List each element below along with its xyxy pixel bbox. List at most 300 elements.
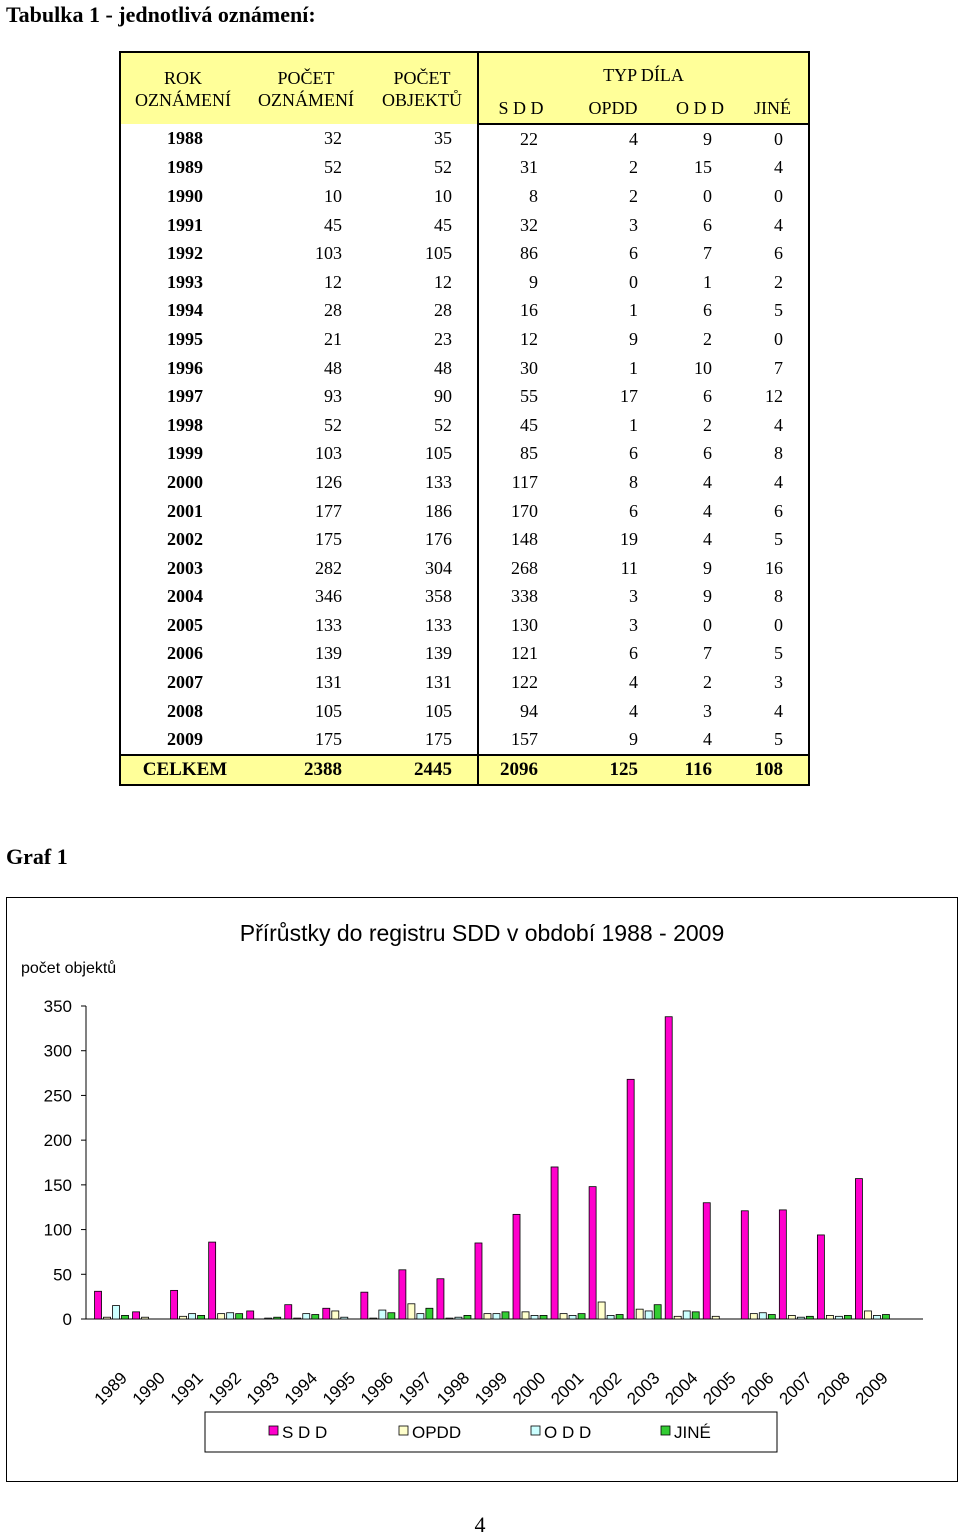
value-cell: 3 [629, 586, 638, 607]
value-cell: 268 [478, 554, 563, 583]
value-cell: 5 [774, 300, 783, 321]
year-cell: 1995 [167, 328, 203, 349]
year-cell: 2000 [167, 471, 203, 492]
value-cell: 8 [774, 443, 783, 464]
x-tick-label: 2005 [699, 1368, 740, 1409]
value-cell: 6 [703, 214, 712, 235]
table-row [120, 411, 809, 440]
bar-odd [455, 1317, 462, 1319]
table-row [120, 697, 809, 726]
value-cell: 175 [425, 729, 452, 750]
year-cell: 2002 [167, 529, 203, 550]
header-typ-dila: TYP DÍLA [478, 52, 809, 93]
table-row [120, 297, 809, 326]
table-body [120, 124, 809, 785]
value-cell: 8 [478, 182, 563, 211]
value-cell: 6 [703, 300, 712, 321]
year-cell: 2005 [167, 614, 203, 635]
value-cell: 2 [703, 328, 712, 349]
value-cell: 157 [478, 725, 563, 755]
value-cell: 45 [478, 411, 563, 440]
chart-plot [7, 898, 957, 1481]
value-cell: 346 [315, 586, 342, 607]
bar-jiné [768, 1315, 775, 1319]
y-tick-label: 200 [43, 1131, 72, 1151]
value-cell: 5 [774, 729, 783, 750]
value-cell: 2 [629, 185, 638, 206]
year-cell: 2003 [167, 557, 203, 578]
value-cell: 10 [434, 185, 452, 206]
legend-swatch [531, 1426, 540, 1435]
x-tick-label: 2001 [547, 1368, 588, 1409]
table-row [120, 440, 809, 469]
bar-sdd [627, 1079, 634, 1319]
value-cell: 139 [315, 643, 342, 664]
year-cell: 1998 [167, 414, 203, 435]
value-cell: 4 [629, 672, 638, 693]
value-cell: 0 [774, 614, 783, 635]
bar-opdd [332, 1311, 339, 1319]
value-cell: 9 [703, 586, 712, 607]
value-cell: 3 [703, 700, 712, 721]
value-cell: 6 [629, 643, 638, 664]
year-cell: 1989 [167, 157, 203, 178]
value-cell: 103 [315, 243, 342, 264]
bar-odd [341, 1317, 348, 1319]
table-row [120, 154, 809, 183]
bar-sdd [551, 1167, 558, 1319]
header-opdd: OPDD [563, 93, 663, 124]
table-row [120, 124, 809, 154]
value-cell: 8 [774, 586, 783, 607]
year-cell: 1992 [167, 243, 203, 264]
chart-title: Přírůstky do registru SDD v období 1988 - 2009 [239, 920, 725, 946]
bar-jiné [806, 1316, 813, 1319]
bar-jiné [616, 1315, 623, 1319]
total-value-cell: 125 [563, 755, 663, 785]
x-tick-label: 1991 [166, 1368, 207, 1409]
y-tick-label: 300 [43, 1041, 72, 1061]
legend-label: O D D [544, 1423, 592, 1442]
bar-odd [493, 1314, 500, 1319]
header-pocet-oznameni-line1: POČET [277, 67, 335, 88]
bar-opdd [370, 1318, 377, 1319]
bar-jiné [236, 1314, 243, 1319]
value-cell: 52 [434, 157, 452, 178]
x-tick-label: 1990 [128, 1368, 169, 1409]
value-cell: 6 [629, 443, 638, 464]
value-cell: 5 [774, 529, 783, 550]
value-cell: 3 [629, 614, 638, 635]
value-cell: 175 [315, 729, 342, 750]
value-cell: 175 [315, 529, 342, 550]
bar-jiné [426, 1308, 433, 1319]
chart-frame [6, 897, 958, 1482]
value-cell: 177 [315, 500, 342, 521]
value-cell: 52 [324, 414, 342, 435]
value-cell: 21 [324, 328, 342, 349]
value-cell: 6 [774, 500, 783, 521]
bar-sdd [437, 1279, 444, 1319]
year-cell: 2008 [167, 700, 203, 721]
total-value-cell: 108 [737, 755, 809, 785]
value-cell: 9 [629, 328, 638, 349]
value-cell: 48 [324, 357, 342, 378]
value-cell: 9 [478, 268, 563, 297]
header-jine: JINÉ [737, 93, 809, 124]
y-tick-label: 50 [53, 1265, 72, 1285]
value-cell: 23 [434, 328, 452, 349]
value-cell: 0 [774, 185, 783, 206]
value-cell: 105 [315, 700, 342, 721]
bar-opdd [294, 1318, 301, 1319]
value-cell: 6 [629, 500, 638, 521]
year-cell: 2001 [167, 500, 203, 521]
bar-opdd [522, 1312, 529, 1319]
value-cell: 7 [774, 357, 783, 378]
total-label-cell: CELKEM [120, 755, 245, 785]
value-cell: 12 [324, 271, 342, 292]
bar-jiné [692, 1312, 699, 1319]
value-cell: 9 [629, 729, 638, 750]
bar-sdd [247, 1311, 254, 1319]
value-cell: 4 [774, 700, 783, 721]
value-cell: 4 [629, 700, 638, 721]
value-cell: 4 [774, 157, 783, 178]
x-tick-label: 1994 [280, 1368, 322, 1409]
value-cell: 133 [425, 471, 452, 492]
bar-odd [873, 1315, 880, 1319]
value-cell: 130 [478, 611, 563, 640]
value-cell: 52 [324, 157, 342, 178]
bar-odd [759, 1313, 766, 1319]
value-cell: 304 [425, 557, 452, 578]
header-sdd: S D D [478, 93, 563, 124]
bar-sdd [361, 1292, 368, 1319]
table-row [120, 497, 809, 526]
table-row [120, 239, 809, 268]
value-cell: 3 [629, 214, 638, 235]
bar-odd [303, 1314, 310, 1319]
value-cell: 52 [434, 414, 452, 435]
legend-swatch [661, 1426, 670, 1435]
bar-jiné [388, 1313, 395, 1319]
bar-opdd [408, 1304, 415, 1319]
value-cell: 22 [478, 124, 563, 154]
value-cell: 105 [425, 700, 452, 721]
bar-odd [189, 1314, 196, 1319]
year-cell: 1991 [167, 214, 203, 235]
value-cell: 1 [703, 271, 712, 292]
value-cell: 133 [425, 614, 452, 635]
bar-odd [227, 1313, 234, 1319]
value-cell: 12 [434, 271, 452, 292]
table-row [120, 211, 809, 240]
bar-jiné [844, 1315, 851, 1319]
total-value-cell: 2096 [478, 755, 563, 785]
bar-jiné [122, 1315, 129, 1319]
value-cell: 3 [774, 672, 783, 693]
value-cell: 28 [434, 300, 452, 321]
value-cell: 4 [703, 471, 712, 492]
value-cell: 15 [694, 157, 712, 178]
value-cell: 122 [478, 668, 563, 697]
value-cell: 117 [478, 468, 563, 497]
bar-odd [417, 1314, 424, 1319]
value-cell: 0 [629, 271, 638, 292]
value-cell: 16 [765, 557, 783, 578]
total-value-cell: 116 [663, 755, 737, 785]
table-row [120, 611, 809, 640]
value-cell: 11 [620, 557, 638, 578]
value-cell: 8 [629, 471, 638, 492]
page-number: 4 [474, 1512, 486, 1537]
bar-opdd [446, 1318, 453, 1319]
value-cell: 90 [434, 386, 452, 407]
bar-odd [531, 1315, 538, 1319]
year-cell: 2007 [167, 672, 203, 693]
value-cell: 55 [478, 382, 563, 411]
bar-opdd [218, 1314, 225, 1319]
value-cell: 6 [629, 243, 638, 264]
value-cell: 0 [774, 328, 783, 349]
y-tick-label: 150 [43, 1175, 72, 1195]
x-tick-label: 1999 [471, 1368, 512, 1409]
bar-odd [113, 1306, 120, 1319]
y-tick-label: 350 [43, 997, 72, 1016]
table-row [120, 354, 809, 383]
table-row [120, 640, 809, 669]
year-cell: 2009 [167, 729, 203, 750]
year-cell: 1990 [167, 185, 203, 206]
value-cell: 1 [629, 414, 638, 435]
bar-jiné [464, 1315, 471, 1319]
table-row [120, 725, 809, 755]
value-cell: 10 [694, 357, 712, 378]
value-cell: 6 [703, 386, 712, 407]
header-pocet-objektu [367, 52, 478, 124]
y-tick-label: 250 [43, 1086, 72, 1106]
value-cell: 103 [315, 443, 342, 464]
value-cell: 93 [324, 386, 342, 407]
value-cell: 45 [324, 214, 342, 235]
value-cell: 4 [774, 214, 783, 235]
year-cell: 1996 [167, 357, 203, 378]
bar-jiné [654, 1305, 661, 1319]
value-cell: 9 [703, 557, 712, 578]
table-row [120, 583, 809, 612]
table-row [120, 525, 809, 554]
value-cell: 2 [703, 672, 712, 693]
value-cell: 5 [774, 643, 783, 664]
table-row [120, 382, 809, 411]
bar-opdd [104, 1317, 111, 1319]
value-cell: 32 [478, 211, 563, 240]
year-cell: 1997 [167, 386, 203, 407]
legend-label: OPDD [412, 1423, 462, 1442]
value-cell: 105 [425, 243, 452, 264]
value-cell: 2 [703, 414, 712, 435]
bar-sdd [817, 1235, 824, 1319]
value-cell: 0 [774, 128, 783, 149]
bar-odd [379, 1310, 386, 1319]
header-odd: O D D [663, 93, 737, 124]
bar-sdd [171, 1290, 178, 1319]
value-cell: 4 [629, 128, 638, 149]
legend-label: JINÉ [674, 1423, 711, 1442]
value-cell: 1 [629, 300, 638, 321]
value-cell: 148 [478, 525, 563, 554]
year-cell: 1999 [167, 443, 203, 464]
value-cell: 133 [315, 614, 342, 635]
total-row [120, 755, 809, 785]
bar-sdd [589, 1187, 596, 1319]
bar-odd [835, 1316, 842, 1319]
bar-sdd [323, 1308, 330, 1319]
bar-opdd [636, 1309, 643, 1319]
value-cell: 139 [425, 643, 452, 664]
bar-sdd [741, 1211, 748, 1319]
x-tick-label: 2007 [775, 1368, 816, 1409]
value-cell: 282 [315, 557, 342, 578]
value-cell: 0 [703, 185, 712, 206]
value-cell: 176 [425, 529, 452, 550]
header-rok-line2: OZNÁMENÍ [135, 89, 231, 110]
value-cell: 94 [478, 697, 563, 726]
bar-opdd [484, 1314, 491, 1319]
bar-opdd [712, 1316, 719, 1319]
year-cell: 1988 [167, 128, 203, 149]
x-tick-label: 2009 [851, 1368, 892, 1409]
value-cell: 338 [478, 583, 563, 612]
value-cell: 17 [620, 386, 638, 407]
value-cell: 358 [425, 586, 452, 607]
bar-opdd [180, 1316, 187, 1319]
year-cell: 2006 [167, 643, 203, 664]
announcements-table [119, 51, 810, 786]
legend-swatch [399, 1426, 408, 1435]
x-tick-label: 1989 [90, 1368, 131, 1409]
bar-odd [683, 1311, 690, 1319]
value-cell: 9 [703, 128, 712, 149]
x-tick-label: 1998 [433, 1368, 474, 1409]
bar-sdd [779, 1210, 786, 1319]
x-tick-label: 1995 [318, 1368, 360, 1409]
x-tick-label: 1997 [395, 1368, 436, 1409]
bar-opdd [750, 1314, 757, 1319]
x-tick-label: 1996 [357, 1368, 398, 1409]
x-tick-label: 2000 [509, 1368, 550, 1409]
value-cell: 126 [315, 471, 342, 492]
value-cell: 12 [765, 386, 783, 407]
value-cell: 0 [703, 614, 712, 635]
x-tick-label: 2002 [585, 1368, 626, 1409]
bar-opdd [142, 1317, 149, 1319]
bar-sdd [209, 1242, 216, 1319]
table-row [120, 325, 809, 354]
value-cell: 4 [774, 414, 783, 435]
x-tick-label: 2006 [737, 1368, 778, 1409]
table-row [120, 668, 809, 697]
value-cell: 170 [478, 497, 563, 526]
value-cell: 19 [620, 529, 638, 550]
bar-sdd [95, 1291, 102, 1319]
bar-jiné [502, 1312, 509, 1319]
bar-sdd [855, 1179, 862, 1319]
value-cell: 131 [425, 672, 452, 693]
value-cell: 48 [434, 357, 452, 378]
x-tick-label: 2003 [623, 1368, 664, 1409]
bar-sdd [285, 1305, 292, 1319]
x-tick-label: 2004 [661, 1368, 702, 1409]
bar-sdd [475, 1243, 482, 1319]
bar-jiné [540, 1315, 547, 1319]
value-cell: 105 [425, 443, 452, 464]
bar-sdd [133, 1312, 140, 1319]
value-cell: 45 [434, 214, 452, 235]
value-cell: 7 [703, 243, 712, 264]
graph-label: Graf 1 [6, 844, 68, 869]
header-pocet-objektu-line1: POČET [393, 67, 451, 88]
table-row [120, 268, 809, 297]
value-cell: 31 [478, 154, 563, 183]
value-cell: 85 [478, 440, 563, 469]
y-tick-label: 100 [43, 1220, 72, 1240]
bar-jiné [274, 1317, 281, 1319]
table-row [120, 182, 809, 211]
bar-odd [265, 1318, 272, 1319]
value-cell: 12 [478, 325, 563, 354]
value-cell: 121 [478, 640, 563, 669]
value-cell: 6 [774, 243, 783, 264]
value-cell: 4 [703, 529, 712, 550]
value-cell: 28 [324, 300, 342, 321]
table-row [120, 468, 809, 497]
bar-opdd [598, 1302, 605, 1319]
bar-sdd [513, 1214, 520, 1319]
bar-jiné [578, 1314, 585, 1319]
bar-opdd [674, 1316, 681, 1319]
value-cell: 4 [774, 471, 783, 492]
bar-odd [607, 1315, 614, 1319]
legend-swatch [269, 1426, 278, 1435]
year-cell: 1993 [167, 271, 203, 292]
bar-jiné [198, 1315, 205, 1319]
bar-jiné [882, 1315, 889, 1319]
bar-opdd [826, 1315, 833, 1319]
header-pocet-objektu-line2: OBJEKTŮ [382, 89, 462, 110]
bar-sdd [703, 1203, 710, 1319]
value-cell: 10 [324, 185, 342, 206]
value-cell: 131 [315, 672, 342, 693]
value-cell: 4 [703, 500, 712, 521]
total-value-cell: 2388 [245, 755, 367, 785]
value-cell: 186 [425, 500, 452, 521]
bar-odd [645, 1311, 652, 1319]
bar-sdd [665, 1017, 672, 1319]
x-tick-label: 1992 [204, 1368, 246, 1409]
bar-odd [569, 1315, 576, 1319]
x-tick-label: 1993 [242, 1368, 284, 1409]
legend-label: S D D [282, 1423, 328, 1442]
value-cell: 16 [478, 297, 563, 326]
value-cell: 32 [324, 128, 342, 149]
total-value-cell: 2445 [367, 755, 478, 785]
year-cell: 2004 [167, 586, 203, 607]
value-cell: 2 [629, 157, 638, 178]
bar-opdd [560, 1314, 567, 1319]
bar-opdd [864, 1311, 871, 1319]
